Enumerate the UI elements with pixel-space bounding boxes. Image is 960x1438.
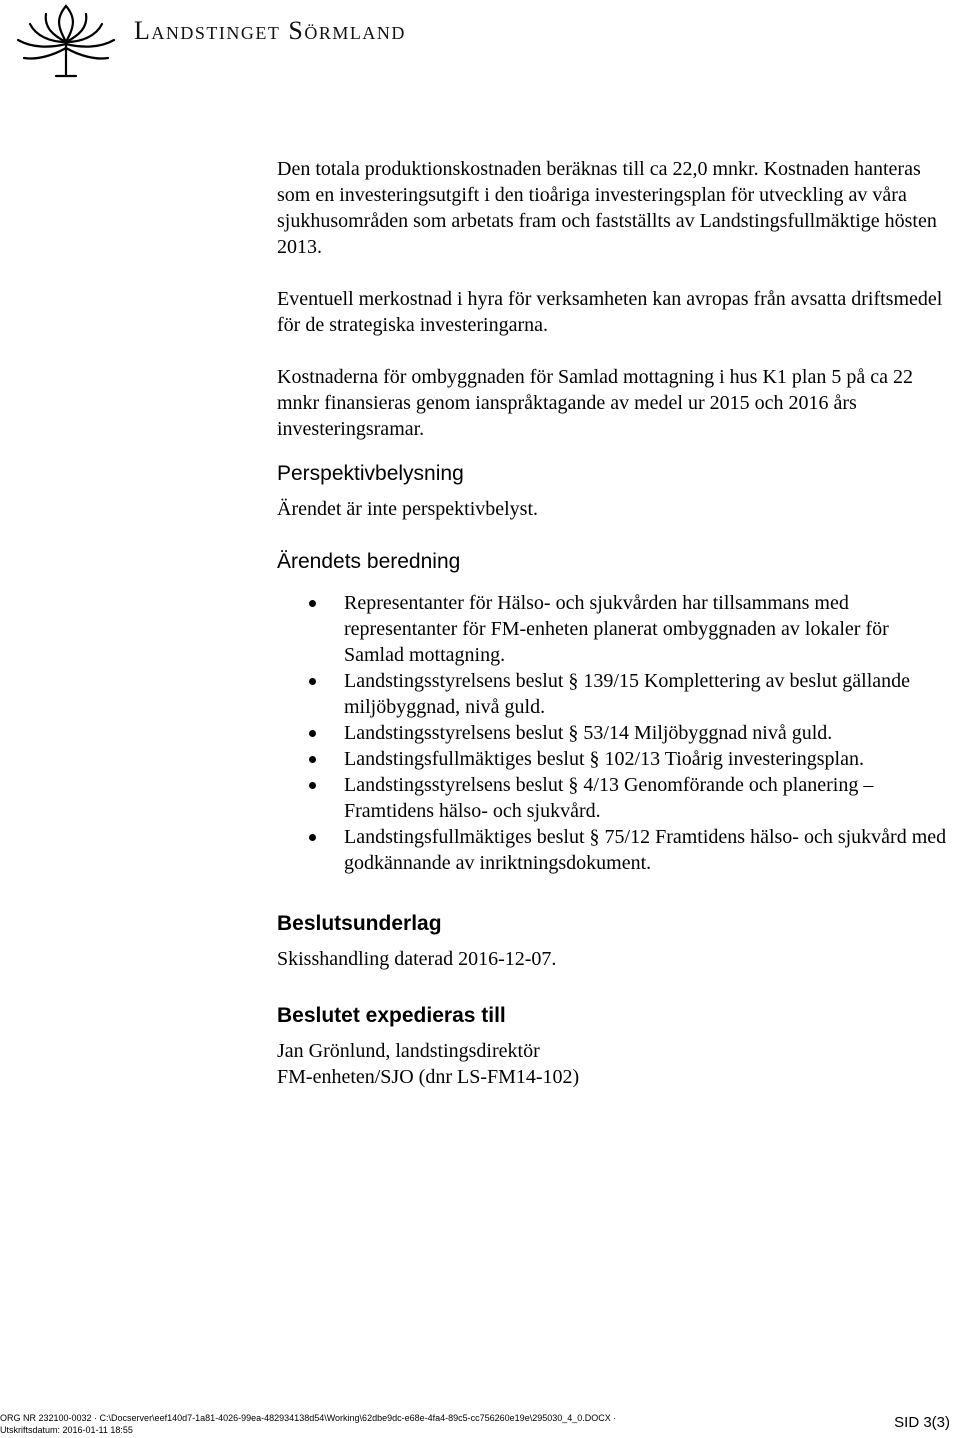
- footer-metadata: [0, 1412, 616, 1436]
- list-item: Landstingsstyrelsens beslut § 4/13 Genomförande och planering – Framtidens hälso- och sjukvård.: [277, 772, 949, 824]
- paragraph-rent-cost: Eventuell merkostnad i hyra för verksamheten kan avropas från avsatta driftsmedel för de strategiska investeringarna.: [277, 288, 943, 336]
- list-item: Landstingsfullmäktiges beslut § 75/12 Framtidens hälso- och sjukvård med godkännande av inriktningsdokument.: [277, 824, 949, 876]
- footer-org-path: ORG NR 232100-0032 · C:\Docserver\eef140d7-1a81-4026-99ea-482934138d54\Working\62dbe9dc-e68e-4fa4-89c5-cc756260e19e\295030_4_0.DOCX ·: [0, 1413, 617, 1423]
- org-name: Landstinget Sörmland: [134, 16, 406, 45]
- paragraph-production-cost: Den totala produktionskostnaden beräknas till ca 22,0 mnkr. Kostnaden hanteras som en investeringsutgift i den tioåriga investeringsplan för utveckling av våra sjukhusområden som arbetats fram och fastställts av Landstingsfullmäktige hösten 2013.: [277, 158, 937, 258]
- list-item: Landstingsstyrelsens beslut § 139/15 Komplettering av beslut gällande miljöbyggnad, nivå guld.: [277, 668, 949, 720]
- perspektiv-text: Ärendet är inte perspektivbelyst.: [277, 498, 539, 520]
- paragraph-financing: Kostnaderna för ombyggnaden för Samlad mottagning i hus K1 plan 5 på ca 22 mnkr finansieras genom ianspråktagande av medel ur 2015 och 2016 års investeringsramar.: [277, 366, 913, 440]
- document-body: [277, 156, 949, 1090]
- beslutsunderlag-text: Skisshandling daterad 2016-12-07.: [277, 948, 557, 970]
- heading-beslutsunderlag: Beslutsunderlag: [277, 912, 442, 935]
- list-item: Representanter för Hälso- och sjukvården har tillsammans med representanter för FM-enheten planerat ombyggnaden av lokaler för Samlad mottagning.: [277, 590, 949, 668]
- list-item: Landstingsstyrelsens beslut § 53/14 Miljöbyggnad nivå guld.: [277, 720, 949, 746]
- expedieras-line-1: Jan Grönlund, landstingsdirektör: [277, 1040, 540, 1062]
- heading-arendets-beredning: Ärendets beredning: [277, 550, 461, 573]
- footer-print-date: Utskriftsdatum: 2016-01-11 18:55: [0, 1425, 133, 1435]
- list-item: Landstingsfullmäktiges beslut § 102/13 Tioårig investeringsplan.: [277, 746, 949, 772]
- beredning-list: [277, 590, 949, 876]
- heading-beslutet-expedieras: Beslutet expedieras till: [277, 1004, 506, 1027]
- landsting-logo-icon: [10, 2, 122, 78]
- expedieras-line-2: FM-enheten/SJO (dnr LS-FM14-102): [277, 1066, 580, 1088]
- heading-perspektivbelysning: Perspektivbelysning: [277, 462, 464, 485]
- page-number: SID 3(3): [894, 1414, 950, 1431]
